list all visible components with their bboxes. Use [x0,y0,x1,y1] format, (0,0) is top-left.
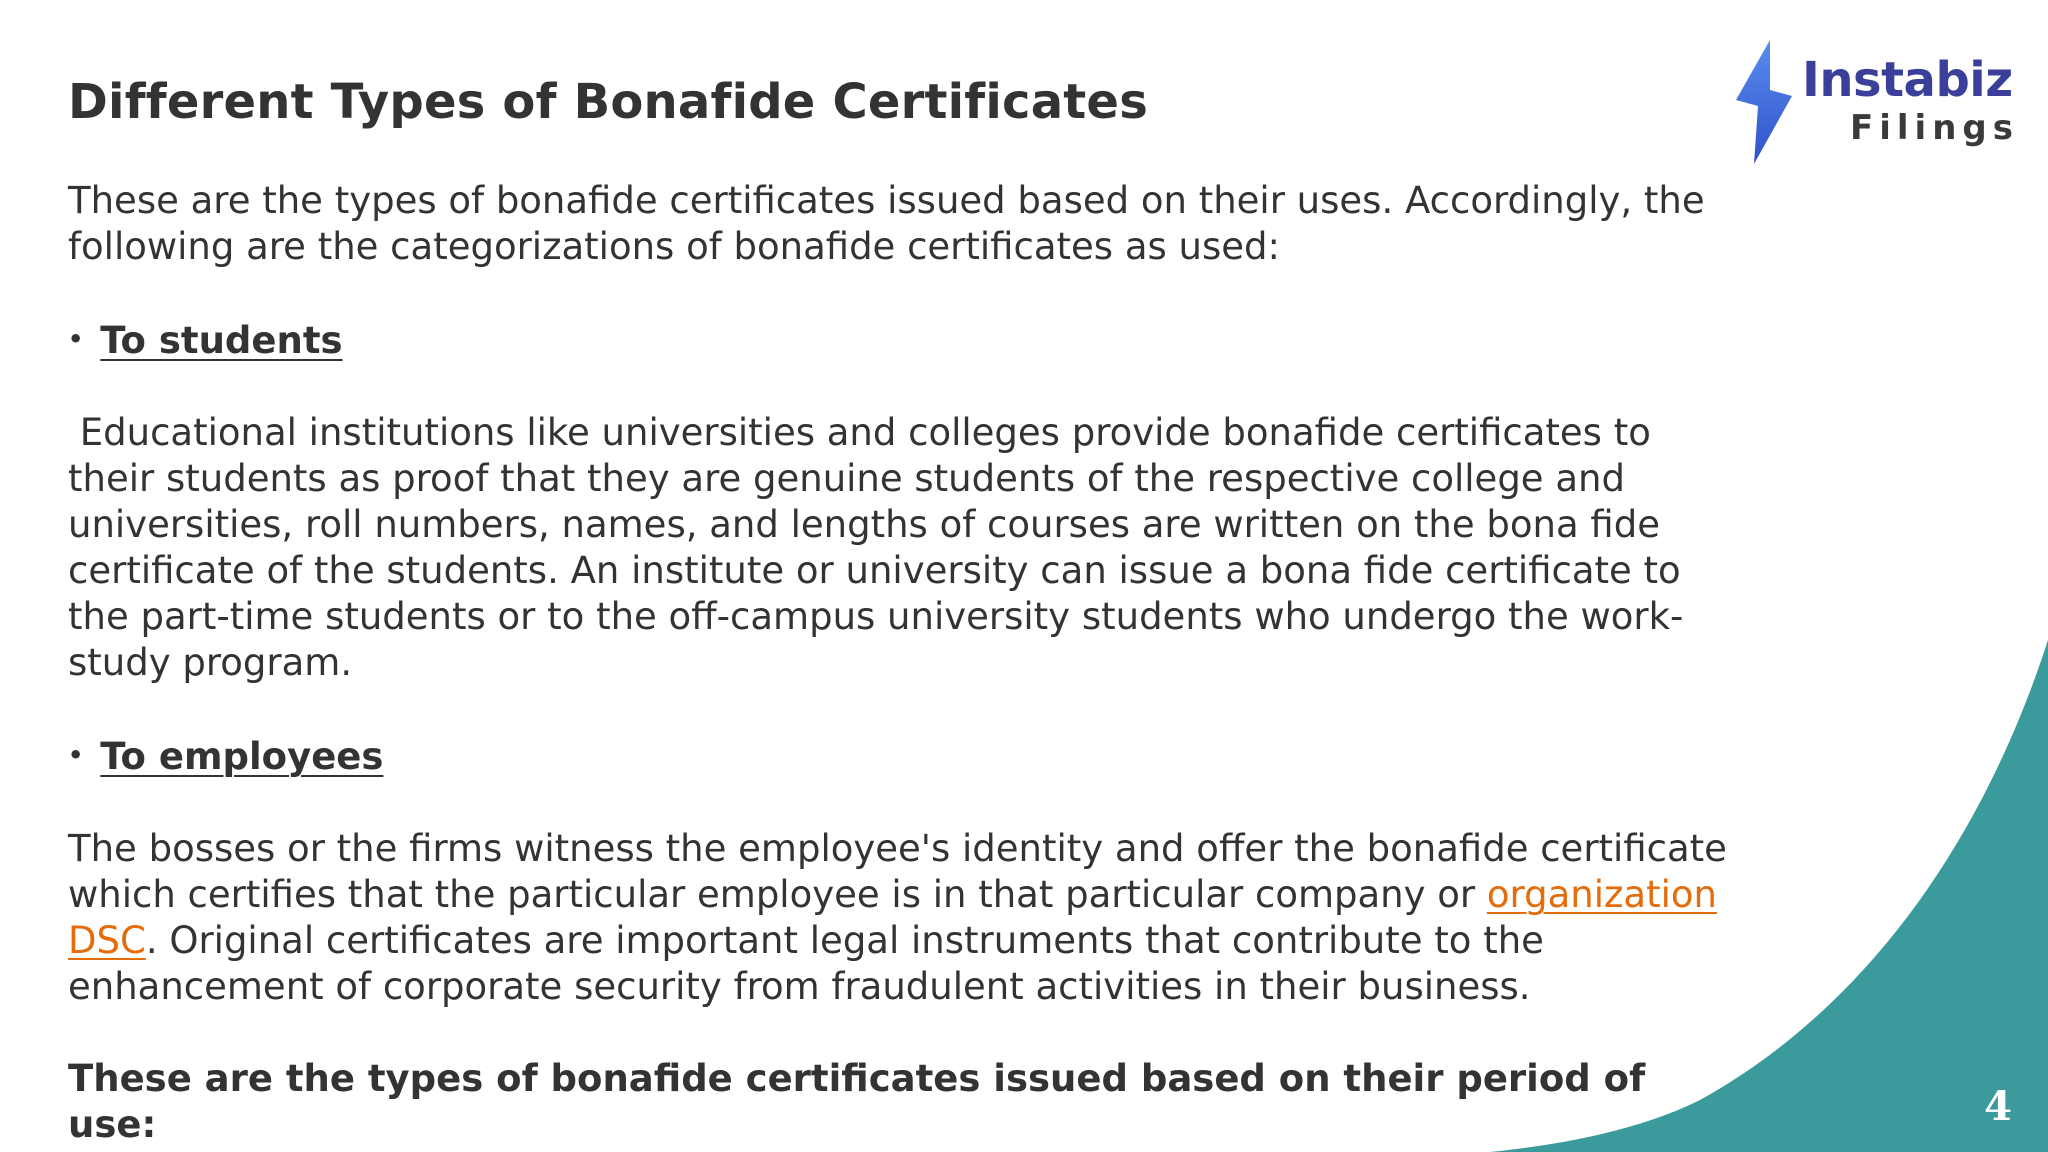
intro-paragraph: These are the types of bonafide certificates issued based on their uses. Accordingly, the following are the categorizations of bonafide certificates as used: [68,179,1705,268]
logo-name: Instabiz [1802,52,2013,108]
section-heading-label: To employees [100,735,384,778]
closing-statement: These are the types of bonafide certificates issued based on their period of use: [68,1057,1646,1146]
slide-content [68,68,1728,1148]
section-heading-label: To students [100,319,343,362]
organization-dsc-link[interactable]: organization DSC [68,873,1717,962]
lightning-bolt-icon [1730,38,1800,166]
instabiz-logo [1730,38,2020,168]
bullet-icon: • [68,741,84,769]
bullet-icon: • [68,325,84,353]
page-number: 4 [1984,1083,2012,1130]
employees-text-after-link: . Original certificates are important legal instruments that contribute to the enhancement of corporate security from fraudulent activities in their business. [68,919,1544,1008]
employees-paragraph [68,826,1728,1010]
employees-text-before-link: The bosses or the firms witness the employee's identity and offer the bonafide certificate which certifies that the particular employee is in that particular company or [68,827,1727,916]
section-heading-employees [68,732,1728,780]
page-title: Different Types of Bonafide Certificates [68,74,1148,130]
section-heading-students [68,316,1728,364]
logo-tagline: Filings [1850,108,2019,148]
students-paragraph: Educational institutions like universities and colleges provide bonafide certificates to their students as proof that they are genuine students of the respective college and universities, roll numbers, names, and lengths of courses are written on the bona fide certificate of the students. An institute or university can issue a bona fide certificate to the part-time students or to the off-campus university students who undergo the work-study program. [68,411,1693,684]
